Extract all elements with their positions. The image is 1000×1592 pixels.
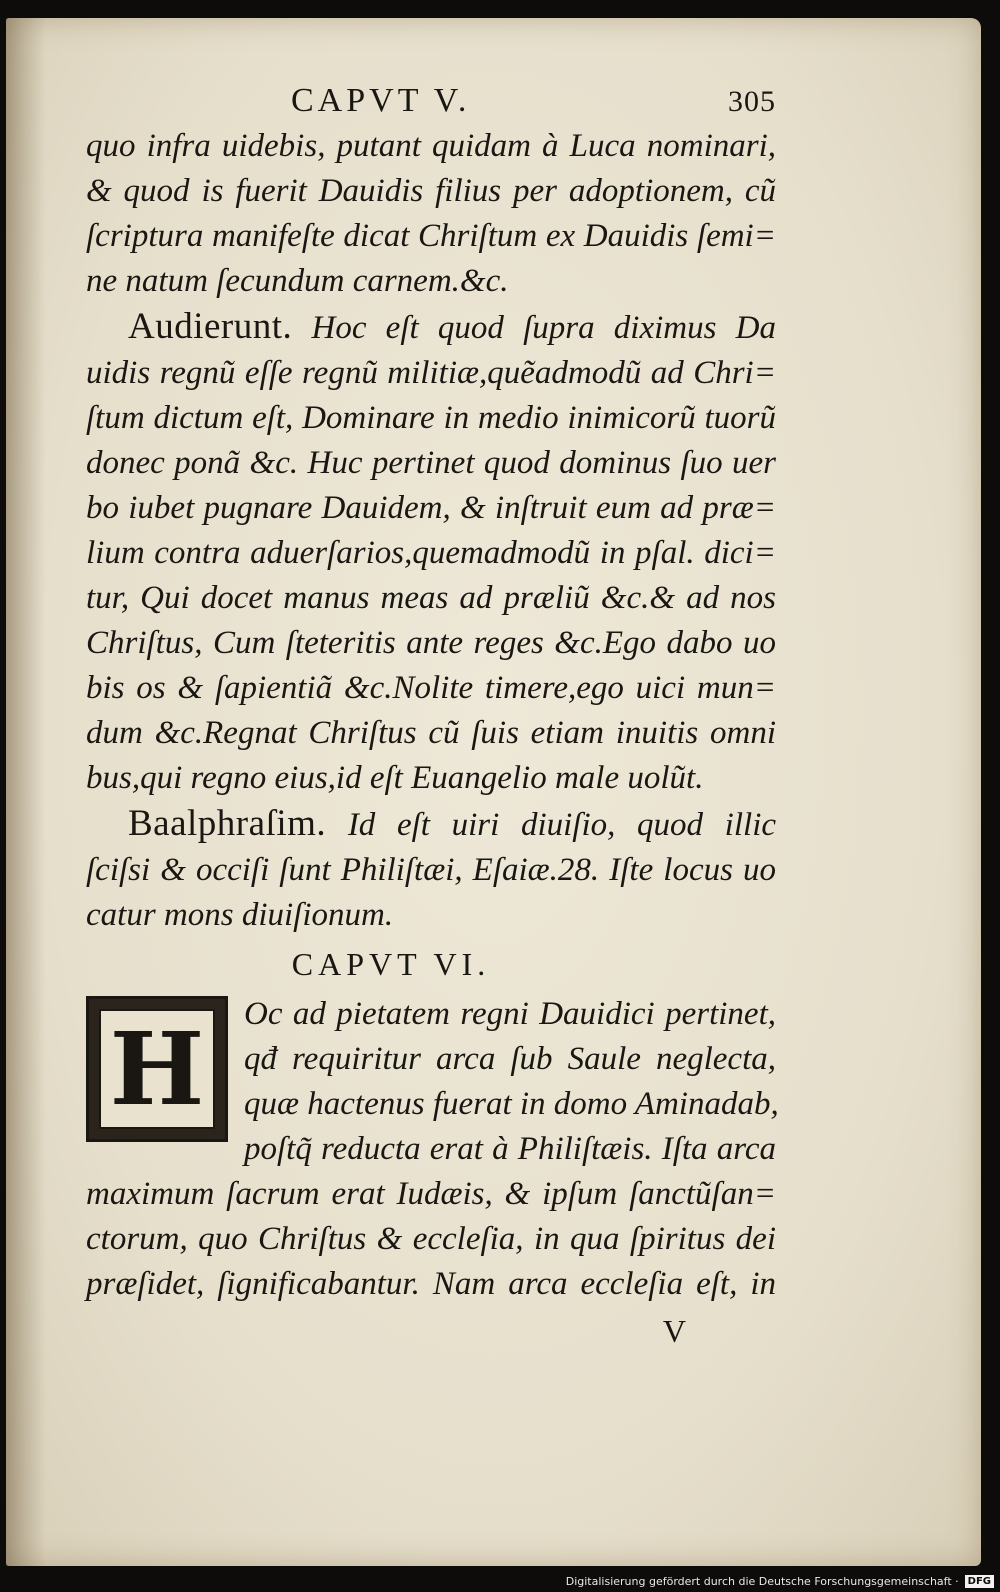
catchword: V [662, 1313, 686, 1349]
text-line: lium contra aduerſarios,quemadmodũ in pſal. dici= [86, 535, 776, 571]
text-line: ſtum dictum eſt, Dominare in medio inimicorũ tuorũ [86, 400, 776, 436]
text-line: bus,qui regno eius,id eſt Euangelio male uolũt. [86, 760, 704, 796]
text-line: poſtq̃ reducta erat à Philiſtæis. Iſta arca [244, 1131, 776, 1167]
text-line: catur mons diuiſionum. [86, 897, 394, 933]
page-gutter-shadow [6, 18, 46, 1566]
text-line [86, 304, 776, 351]
footer-bar [0, 1570, 1000, 1592]
lemma-audierunt: Audierunt. [128, 306, 293, 347]
text-line: maximum ſacrum erat Iudæis, & ipſum ſanctũſan= [86, 1176, 776, 1212]
text-line [86, 801, 776, 848]
text-line: ne natum ſecundum carnem.&c. [86, 263, 509, 299]
text-line: qđ requiritur arca ſub Saule neglecta, [244, 1041, 776, 1077]
text-line: bis os & ſapientiã &c.Nolite timere,ego uici mun= [86, 670, 776, 706]
page-text-block [86, 78, 779, 1354]
funding-credit: Digitalisierung gefördert durch die Deutsche Forschungsgemeinschaft · [565, 1574, 959, 1588]
text-line: uidis regnũ eſſe regnũ militiæ,quẽadmodũ ad Chri= [86, 355, 776, 391]
running-head-title: CAPVT V. [291, 82, 471, 119]
paragraph-1 [86, 124, 776, 304]
text-line: donec ponã &c. Huc pertinet quod dominus ſuo uer [86, 445, 776, 481]
text-line: tur, Qui docet manus meas ad præliũ &c.& ad nos [86, 580, 776, 616]
page-number: 305 [728, 85, 776, 118]
paragraph-3 [86, 801, 776, 938]
lemma-baalphrasim: Baalphraſim. [128, 803, 327, 844]
text-line-rest: Id eſt uiri diuiſio, quod illic [347, 807, 777, 843]
text-line-rest: Hoc eſt quod ſupra diximus Da [311, 310, 777, 346]
text-line: dum &c.Regnat Chriſtus cũ ſuis etiam inuitis omni [86, 715, 776, 751]
chapter-heading: CAPVT VI. [291, 946, 491, 982]
text-line: & quod is fuerit Dauidis filius per adoptionem, cũ [86, 173, 776, 209]
decorated-initial [86, 996, 228, 1142]
text-line: ſcriptura manifeſte dicat Chriſtum ex Dauidis ſemi= [86, 218, 776, 254]
initial-lines [244, 992, 779, 1172]
text-line: ctorum, quo Chriſtus & eccleſia, in qua ſpiritus dei [86, 1221, 776, 1257]
text-line: Oc ad pietatem regni Dauidici pertinet, [244, 996, 776, 1032]
dfg-logo: DFG [965, 1575, 994, 1588]
initial-letter: H [99, 1009, 215, 1129]
text-line: ſciſsi & occiſi ſunt Philiſtæi, Eſaiæ.28. Iſte locus uo [86, 852, 776, 888]
paragraph-2 [86, 304, 776, 801]
text-line: quo infra uidebis, putant quidam à Luca nominari, [86, 128, 776, 164]
running-head [291, 78, 776, 122]
text-line: præſidet, ſignificabantur. Nam arca eccleſia eſt, in [86, 1266, 776, 1302]
initial-block [86, 992, 779, 1172]
book-page [6, 18, 981, 1566]
text-line: bo iubet pugnare Dauidem, & inſtruit eum ad præ= [86, 490, 776, 526]
text-line: Chriſtus, Cum ſteteritis ante reges &c.Ego dabo uo [86, 625, 776, 661]
chapter-6-body [86, 992, 779, 1307]
text-line: quæ hactenus fuerat in domo Aminadab, [244, 1086, 779, 1122]
